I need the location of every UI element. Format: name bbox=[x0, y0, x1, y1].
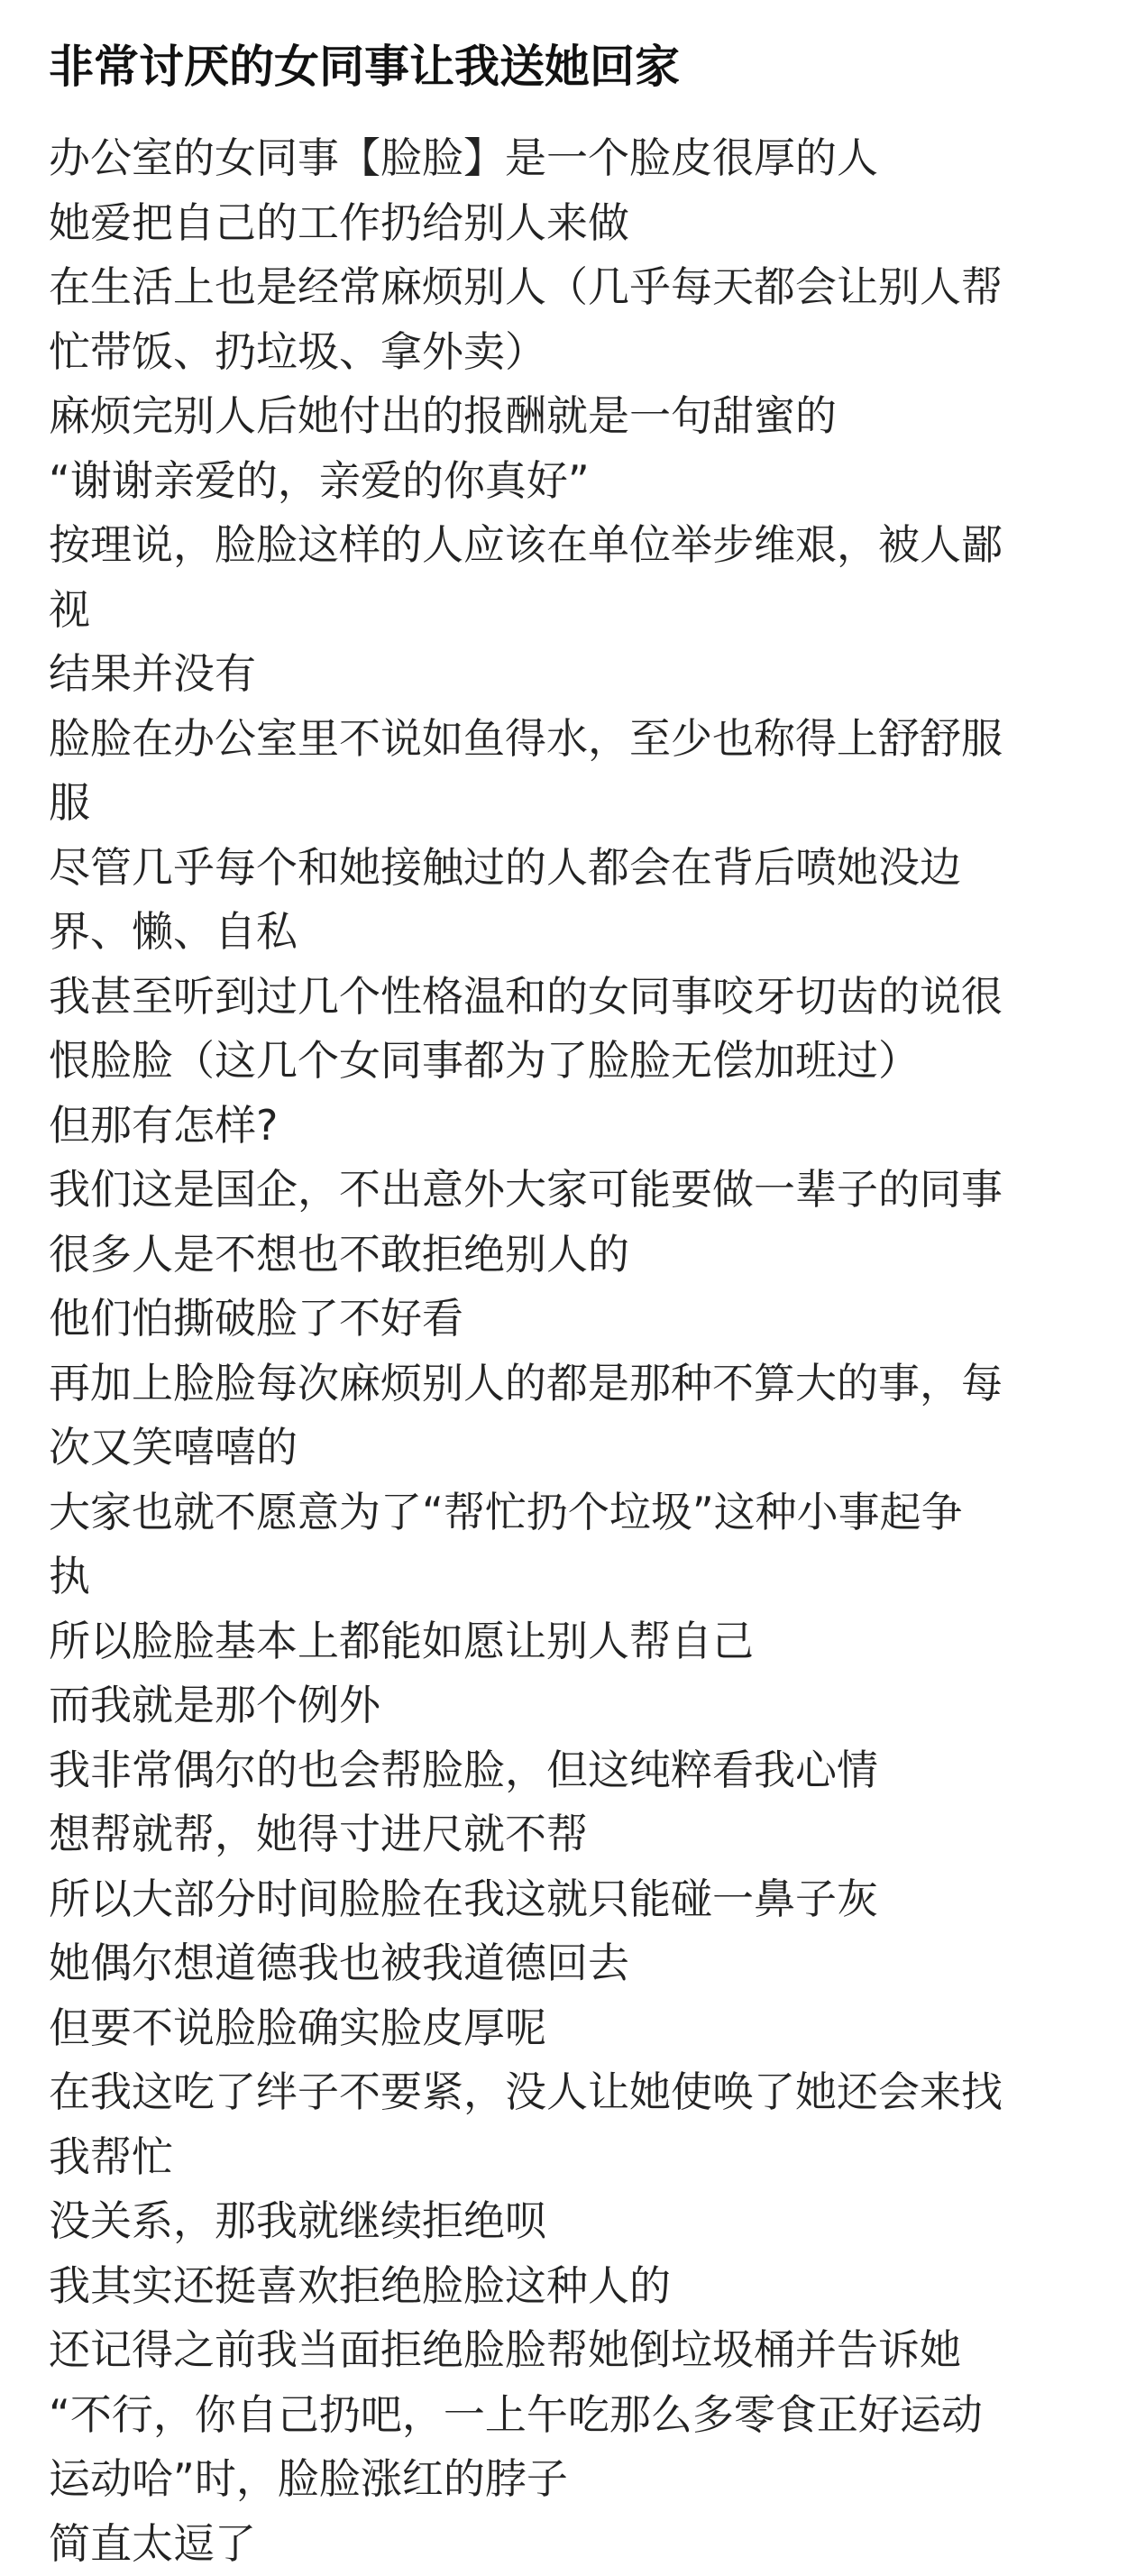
post-line: 运动哈”时，脸脸涨红的脖子 bbox=[49, 2447, 1082, 2512]
post-line: 麻烦完别人后她付出的报酬就是一句甜蜜的 bbox=[49, 384, 1082, 449]
post-line: 在生活上也是经常麻烦别人（几乎每天都会让别人帮 bbox=[49, 255, 1082, 320]
post-line: 所以脸脸基本上都能如愿让别人帮自己 bbox=[49, 1609, 1082, 1674]
post-line: 我们这是国企，不出意外大家可能要做一辈子的同事 bbox=[49, 1158, 1082, 1223]
post-line: 所以大部分时间脸脸在我这就只能碰一鼻子灰 bbox=[49, 1867, 1082, 1932]
post-line: 按理说，脸脸这样的人应该在单位举步维艰，被人鄙 bbox=[49, 513, 1082, 578]
post-line: 脸脸在办公室里不说如鱼得水，至少也称得上舒舒服 bbox=[49, 707, 1082, 772]
post-line: 她爱把自己的工作扔给别人来做 bbox=[49, 191, 1082, 256]
post-line: 视 bbox=[49, 578, 1082, 643]
post-line: 再加上脸脸每次麻烦别人的都是那种不算大的事，每 bbox=[49, 1352, 1082, 1416]
post-line: 次又笑嘻嘻的 bbox=[49, 1416, 1082, 1481]
post-line: 执 bbox=[49, 1545, 1082, 1609]
post-line: 尽管几乎每个和她接触过的人都会在背后喷她没边 bbox=[49, 836, 1082, 901]
post-line: “不行，你自己扔吧，一上午吃那么多零食正好运动 bbox=[49, 2383, 1082, 2448]
post-line: 我其实还挺喜欢拒绝脸脸这种人的 bbox=[49, 2254, 1082, 2319]
post-line: 我非常偶尔的也会帮脸脸，但这纯粹看我心情 bbox=[49, 1738, 1082, 1803]
post-title: 非常讨厌的女同事让我送她回家 bbox=[49, 27, 1082, 106]
post-line: 他们怕撕破脸了不好看 bbox=[49, 1287, 1082, 1352]
post-line: 结果并没有 bbox=[49, 642, 1082, 707]
post-line: 很多人是不想也不敢拒绝别人的 bbox=[49, 1223, 1082, 1288]
post-line: 我帮忙 bbox=[49, 2125, 1082, 2190]
post-line: 简直太逗了 bbox=[49, 2512, 1082, 2576]
post-line: 忙带饭、扔垃圾、拿外卖） bbox=[49, 320, 1082, 385]
post-line: 没关系，那我就继续拒绝呗 bbox=[49, 2189, 1082, 2254]
post-line: 但要不说脸脸确实脸皮厚呢 bbox=[49, 1996, 1082, 2061]
post-line: “谢谢亲爱的，亲爱的你真好” bbox=[49, 449, 1082, 514]
post-line: 而我就是那个例外 bbox=[49, 1673, 1082, 1738]
post-body bbox=[49, 126, 1082, 2576]
post-line: 大家也就不愿意为了“帮忙扔个垃圾”这种小事起争 bbox=[49, 1481, 1082, 1545]
post-line: 但那有怎样? bbox=[49, 1094, 1082, 1159]
post-line: 界、懒、自私 bbox=[49, 900, 1082, 965]
post-line: 想帮就帮，她得寸进尺就不帮 bbox=[49, 1802, 1082, 1867]
post-line: 服 bbox=[49, 771, 1082, 836]
post-line: 还记得之前我当面拒绝脸脸帮她倒垃圾桶并告诉她 bbox=[49, 2318, 1082, 2383]
post-line: 在我这吃了绊子不要紧，没人让她使唤了她还会来找 bbox=[49, 2060, 1082, 2125]
post-line: 我甚至听到过几个性格温和的女同事咬牙切齿的说很 bbox=[49, 965, 1082, 1030]
post-line: 她偶尔想道德我也被我道德回去 bbox=[49, 1931, 1082, 1996]
post-line: 办公室的女同事【脸脸】是一个脸皮很厚的人 bbox=[49, 126, 1082, 191]
post-line: 恨脸脸（这几个女同事都为了脸脸无偿加班过） bbox=[49, 1029, 1082, 1094]
